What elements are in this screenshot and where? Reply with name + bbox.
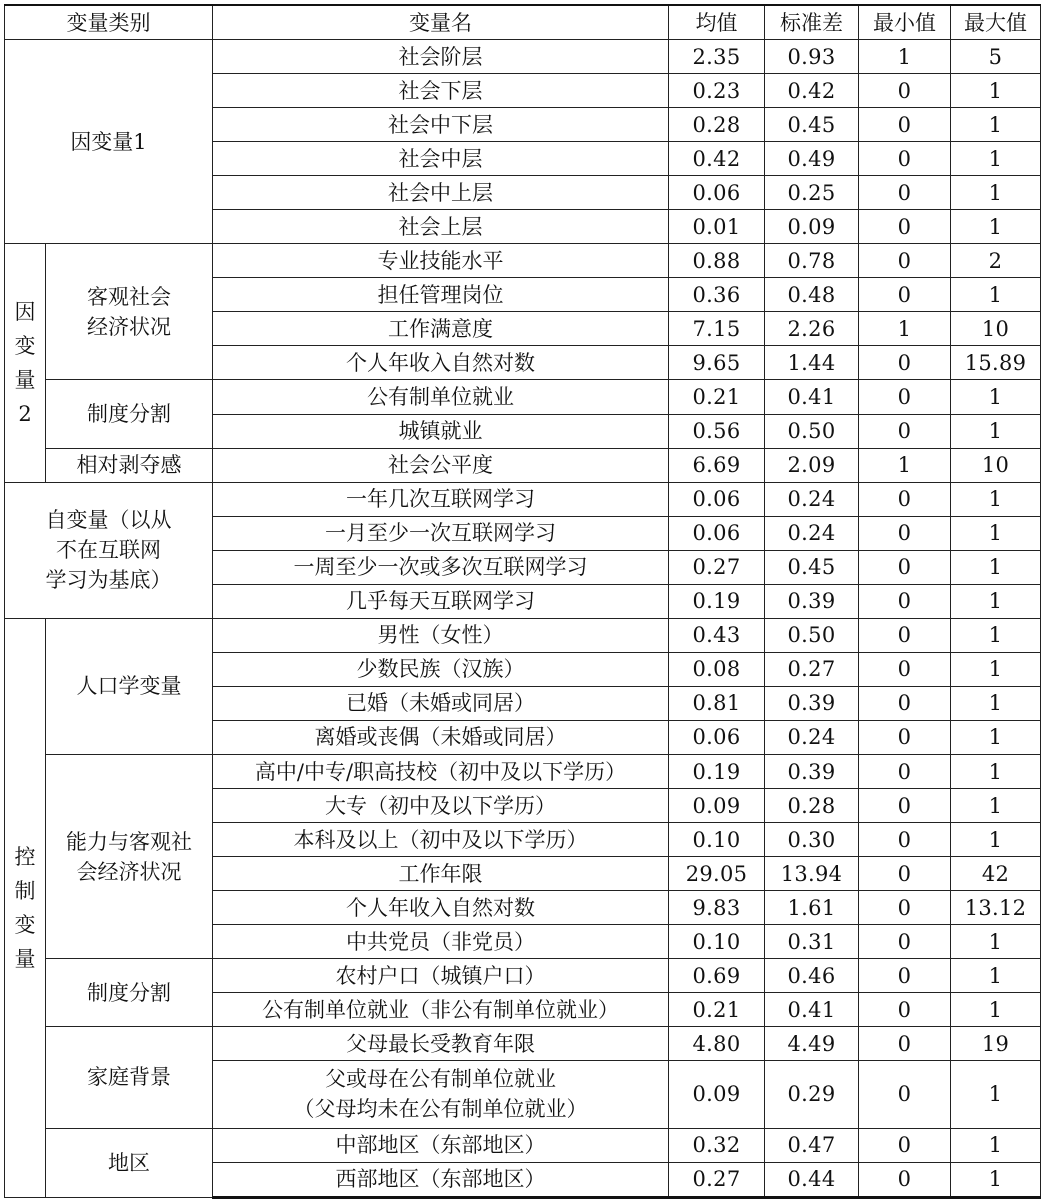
cell-min: 0 <box>859 346 951 380</box>
subgroup-objective-status-line: 客观社会 <box>87 284 171 309</box>
group-independent-variable-line: 自变量（以从 <box>45 508 172 533</box>
cell-mean: 2.35 <box>669 40 765 74</box>
cell-min: 0 <box>859 618 951 652</box>
cell-mean: 0.36 <box>669 278 765 312</box>
variable-name: 工作年限 <box>213 857 669 891</box>
cell-mean: 0.09 <box>669 789 765 823</box>
table-row <box>5 1128 1041 1162</box>
cell-mean: 0.19 <box>669 754 765 788</box>
cell-mean: 9.83 <box>669 891 765 925</box>
table-row <box>5 959 1041 993</box>
cell-mean: 0.28 <box>669 108 765 142</box>
cell-min: 1 <box>859 448 951 482</box>
variable-name-line: （父母均未在公有制单位就业） <box>293 1097 588 1122</box>
cell-sd: 0.09 <box>765 210 859 244</box>
cell-min: 0 <box>859 1162 951 1197</box>
cell-mean: 0.88 <box>669 244 765 278</box>
cell-sd: 0.48 <box>765 278 859 312</box>
cell-sd: 1.61 <box>765 891 859 925</box>
cell-mean: 0.21 <box>669 993 765 1027</box>
cell-mean: 0.06 <box>669 176 765 210</box>
cell-min: 1 <box>859 312 951 346</box>
cell-sd: 0.24 <box>765 516 859 550</box>
cell-mean: 0.10 <box>669 925 765 959</box>
cell-max: 1 <box>951 652 1041 686</box>
cell-sd: 0.24 <box>765 720 859 754</box>
variable-name: 个人年收入自然对数 <box>213 891 669 925</box>
group-control-variables <box>5 618 46 1197</box>
cell-sd: 0.30 <box>765 823 859 857</box>
variable-name: 中部地区（东部地区） <box>213 1128 669 1162</box>
cell-sd: 0.50 <box>765 618 859 652</box>
descriptive-statistics-table <box>4 4 1041 1199</box>
cell-sd: 0.93 <box>765 40 859 74</box>
cell-sd: 0.47 <box>765 1128 859 1162</box>
header-min: 最小值 <box>859 5 951 40</box>
cell-max: 1 <box>951 789 1041 823</box>
subgroup-ability-status-line: 会经济状况 <box>76 859 182 884</box>
variable-name: 少数民族（汉族） <box>213 652 669 686</box>
cell-max: 42 <box>951 857 1041 891</box>
cell-max: 1 <box>951 925 1041 959</box>
cell-mean: 0.08 <box>669 652 765 686</box>
cell-max: 1 <box>951 1061 1041 1128</box>
header-row <box>5 5 1041 40</box>
variable-name: 离婚或丧偶（未婚或同居） <box>213 720 669 754</box>
cell-mean: 9.65 <box>669 346 765 380</box>
cell-min: 0 <box>859 720 951 754</box>
variable-name: 高中/中专/职高技校（初中及以下学历） <box>213 754 669 788</box>
cell-min: 1 <box>859 40 951 74</box>
cell-min: 0 <box>859 993 951 1027</box>
subgroup-relative-deprivation: 相对剥夺感 <box>46 448 213 482</box>
variable-name: 公有制单位就业（非公有制单位就业） <box>213 993 669 1027</box>
group-control-variables-line: 制 <box>14 878 36 903</box>
cell-sd: 0.39 <box>765 584 859 618</box>
cell-mean: 0.81 <box>669 686 765 720</box>
cell-mean: 0.32 <box>669 1128 765 1162</box>
variable-name: 社会下层 <box>213 74 669 108</box>
cell-mean: 29.05 <box>669 857 765 891</box>
header-mean: 均值 <box>669 5 765 40</box>
cell-mean: 0.56 <box>669 414 765 448</box>
cell-sd: 0.39 <box>765 754 859 788</box>
table-row <box>5 482 1041 516</box>
table-row <box>5 40 1041 74</box>
cell-sd: 0.24 <box>765 482 859 516</box>
variable-name: 几乎每天互联网学习 <box>213 584 669 618</box>
cell-max: 10 <box>951 312 1041 346</box>
cell-sd: 0.45 <box>765 550 859 584</box>
cell-mean: 7.15 <box>669 312 765 346</box>
variable-name: 担任管理岗位 <box>213 278 669 312</box>
variable-name: 已婚（未婚或同居） <box>213 686 669 720</box>
cell-mean: 0.10 <box>669 823 765 857</box>
cell-max: 1 <box>951 176 1041 210</box>
cell-mean: 0.27 <box>669 1162 765 1197</box>
cell-min: 0 <box>859 244 951 278</box>
cell-max: 1 <box>951 754 1041 788</box>
cell-mean: 6.69 <box>669 448 765 482</box>
group-dependent-variable-2 <box>5 244 46 482</box>
header-category: 变量类别 <box>5 5 213 40</box>
cell-mean: 0.06 <box>669 720 765 754</box>
cell-sd: 0.25 <box>765 176 859 210</box>
group-independent-variable-line: 学习为基底） <box>45 568 172 593</box>
variable-name: 社会阶层 <box>213 40 669 74</box>
cell-max: 1 <box>951 823 1041 857</box>
table-row <box>5 754 1041 788</box>
variable-name: 公有制单位就业 <box>213 380 669 414</box>
cell-max: 1 <box>951 210 1041 244</box>
subgroup-ability-status <box>46 754 213 958</box>
cell-mean: 0.09 <box>669 1061 765 1128</box>
cell-min: 0 <box>859 686 951 720</box>
cell-max: 10 <box>951 448 1041 482</box>
cell-min: 0 <box>859 516 951 550</box>
cell-mean: 0.06 <box>669 516 765 550</box>
cell-sd: 0.78 <box>765 244 859 278</box>
cell-min: 0 <box>859 584 951 618</box>
cell-min: 0 <box>859 550 951 584</box>
group-dependent-variable-1: 因变量1 <box>5 40 213 244</box>
variable-name: 社会中上层 <box>213 176 669 210</box>
variable-name: 工作满意度 <box>213 312 669 346</box>
cell-min: 0 <box>859 1061 951 1128</box>
cell-min: 0 <box>859 176 951 210</box>
cell-min: 0 <box>859 1027 951 1061</box>
cell-min: 0 <box>859 142 951 176</box>
cell-max: 1 <box>951 414 1041 448</box>
variable-name: 一月至少一次互联网学习 <box>213 516 669 550</box>
cell-sd: 1.44 <box>765 346 859 380</box>
cell-sd: 0.31 <box>765 925 859 959</box>
table-row <box>5 618 1041 652</box>
cell-max: 1 <box>951 1128 1041 1162</box>
cell-min: 0 <box>859 414 951 448</box>
cell-min: 0 <box>859 108 951 142</box>
cell-sd: 0.44 <box>765 1162 859 1197</box>
cell-max: 1 <box>951 1162 1041 1197</box>
variable-name: 社会中层 <box>213 142 669 176</box>
subgroup-objective-status-line: 经济状况 <box>87 314 171 339</box>
variable-name: 一年几次互联网学习 <box>213 482 669 516</box>
cell-max: 1 <box>951 380 1041 414</box>
variable-name: 农村户口（城镇户口） <box>213 959 669 993</box>
variable-name <box>213 1061 669 1128</box>
cell-max: 13.12 <box>951 891 1041 925</box>
cell-max: 1 <box>951 993 1041 1027</box>
variable-name: 城镇就业 <box>213 414 669 448</box>
cell-sd: 2.09 <box>765 448 859 482</box>
cell-min: 0 <box>859 74 951 108</box>
cell-sd: 0.46 <box>765 959 859 993</box>
cell-max: 1 <box>951 74 1041 108</box>
cell-min: 0 <box>859 210 951 244</box>
cell-min: 0 <box>859 380 951 414</box>
subgroup-family-background: 家庭背景 <box>46 1027 213 1128</box>
cell-mean: 0.01 <box>669 210 765 244</box>
table-row <box>5 1027 1041 1061</box>
cell-max: 1 <box>951 720 1041 754</box>
cell-sd: 0.39 <box>765 686 859 720</box>
cell-sd: 4.49 <box>765 1027 859 1061</box>
cell-min: 0 <box>859 789 951 823</box>
variable-name: 社会公平度 <box>213 448 669 482</box>
cell-sd: 0.42 <box>765 74 859 108</box>
cell-max: 2 <box>951 244 1041 278</box>
header-sd: 标准差 <box>765 5 859 40</box>
cell-max: 5 <box>951 40 1041 74</box>
variable-name: 社会中下层 <box>213 108 669 142</box>
cell-max: 1 <box>951 142 1041 176</box>
cell-min: 0 <box>859 278 951 312</box>
variable-name: 一周至少一次或多次互联网学习 <box>213 550 669 584</box>
cell-min: 0 <box>859 652 951 686</box>
cell-mean: 0.42 <box>669 142 765 176</box>
cell-mean: 0.23 <box>669 74 765 108</box>
group-dependent-variable-2-line: 2 <box>18 401 32 426</box>
subgroup-ability-status-line: 能力与客观社 <box>66 829 192 854</box>
group-dependent-variable-2-line: 变 <box>14 333 36 358</box>
cell-sd: 0.28 <box>765 789 859 823</box>
cell-mean: 0.06 <box>669 482 765 516</box>
group-control-variables-line: 量 <box>14 946 36 971</box>
cell-mean: 0.21 <box>669 380 765 414</box>
cell-sd: 13.94 <box>765 857 859 891</box>
variable-name: 大专（初中及以下学历） <box>213 789 669 823</box>
subgroup-region: 地区 <box>46 1128 213 1197</box>
cell-min: 0 <box>859 482 951 516</box>
cell-min: 0 <box>859 891 951 925</box>
cell-min: 0 <box>859 959 951 993</box>
variable-name: 专业技能水平 <box>213 244 669 278</box>
variable-name: 父母最长受教育年限 <box>213 1027 669 1061</box>
variable-name: 男性（女性） <box>213 618 669 652</box>
subgroup-institutional-segmentation: 制度分割 <box>46 380 213 448</box>
variable-name: 个人年收入自然对数 <box>213 346 669 380</box>
group-independent-variable <box>5 482 213 618</box>
cell-max: 1 <box>951 550 1041 584</box>
cell-sd: 2.26 <box>765 312 859 346</box>
group-dependent-variable-2-line: 量 <box>14 367 36 392</box>
cell-max: 1 <box>951 618 1041 652</box>
cell-sd: 0.49 <box>765 142 859 176</box>
cell-mean: 0.27 <box>669 550 765 584</box>
cell-min: 0 <box>859 823 951 857</box>
header-name: 变量名 <box>213 5 669 40</box>
cell-mean: 0.43 <box>669 618 765 652</box>
variable-name: 西部地区（东部地区） <box>213 1162 669 1197</box>
cell-max: 1 <box>951 278 1041 312</box>
table-row <box>5 380 1041 414</box>
cell-max: 1 <box>951 686 1041 720</box>
cell-mean: 0.19 <box>669 584 765 618</box>
cell-sd: 0.41 <box>765 380 859 414</box>
variable-name: 中共党员（非党员） <box>213 925 669 959</box>
group-independent-variable-line: 不在互联网 <box>56 538 161 563</box>
cell-sd: 0.45 <box>765 108 859 142</box>
cell-sd: 0.27 <box>765 652 859 686</box>
cell-mean: 4.80 <box>669 1027 765 1061</box>
cell-max: 1 <box>951 959 1041 993</box>
cell-sd: 0.41 <box>765 993 859 1027</box>
group-control-variables-line: 控 <box>14 844 36 869</box>
cell-max: 15.89 <box>951 346 1041 380</box>
variable-name-line: 父或母在公有制单位就业 <box>325 1067 556 1092</box>
cell-max: 19 <box>951 1027 1041 1061</box>
header-max: 最大值 <box>951 5 1041 40</box>
group-control-variables-line: 变 <box>14 912 36 937</box>
cell-min: 0 <box>859 754 951 788</box>
cell-min: 0 <box>859 1128 951 1162</box>
variable-name: 本科及以上（初中及以下学历） <box>213 823 669 857</box>
table-row <box>5 448 1041 482</box>
cell-min: 0 <box>859 925 951 959</box>
cell-max: 1 <box>951 108 1041 142</box>
cell-sd: 0.50 <box>765 414 859 448</box>
subgroup-demographic: 人口学变量 <box>46 618 213 754</box>
cell-mean: 0.69 <box>669 959 765 993</box>
cell-max: 1 <box>951 482 1041 516</box>
cell-max: 1 <box>951 516 1041 550</box>
cell-min: 0 <box>859 857 951 891</box>
cell-sd: 0.29 <box>765 1061 859 1128</box>
variable-name: 社会上层 <box>213 210 669 244</box>
group-dependent-variable-2-line: 因 <box>14 299 36 324</box>
subgroup-objective-status <box>46 244 213 380</box>
subgroup-institutional-segmentation-control: 制度分割 <box>46 959 213 1027</box>
cell-max: 1 <box>951 584 1041 618</box>
table-row <box>5 244 1041 278</box>
